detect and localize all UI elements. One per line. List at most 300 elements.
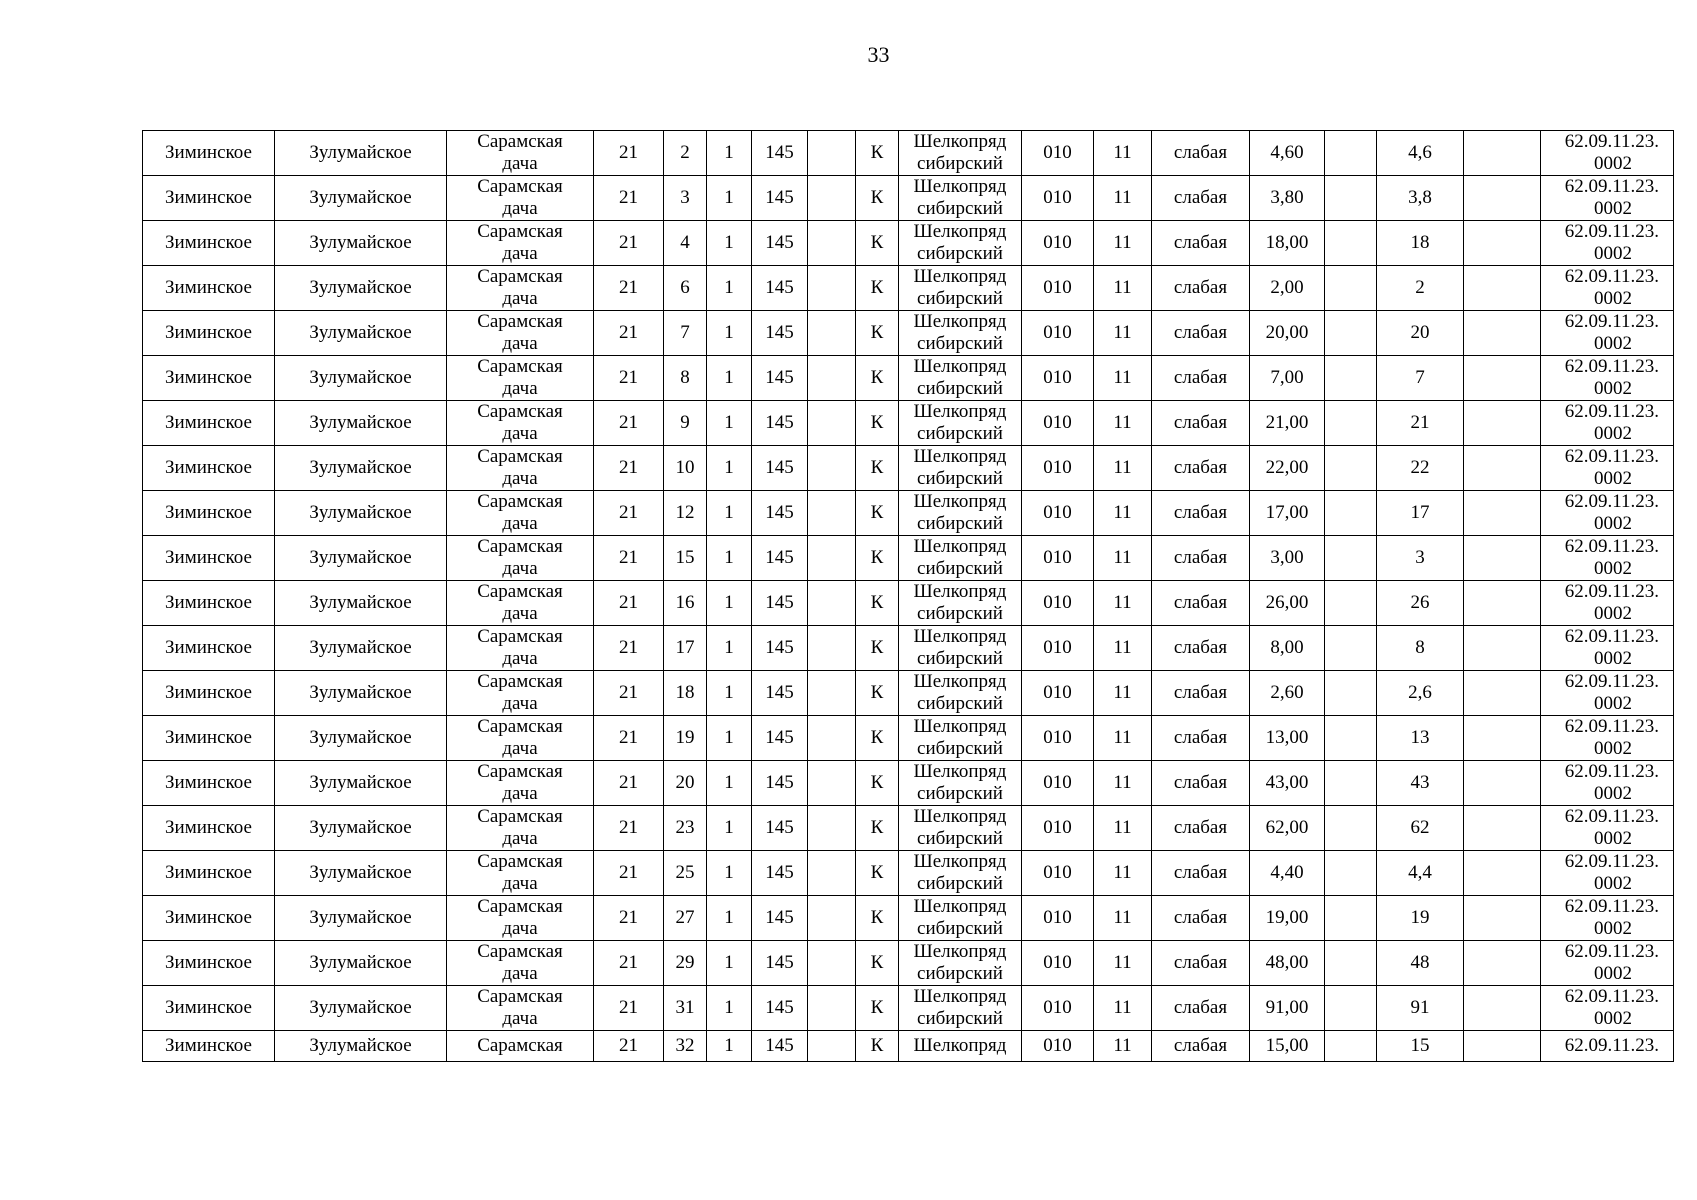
col15-cell bbox=[1325, 401, 1377, 446]
col17-cell bbox=[1464, 581, 1541, 626]
area-cell: 91,00 bbox=[1250, 986, 1325, 1031]
pest-cell bbox=[899, 986, 1022, 1031]
pest-line-1: Шелкопряд bbox=[913, 806, 1007, 827]
code-cell bbox=[1541, 266, 1674, 311]
table-row bbox=[143, 761, 1674, 806]
code-line-2: 0002 bbox=[1594, 333, 1632, 354]
col11-cell: 010 bbox=[1022, 536, 1094, 581]
table-row bbox=[143, 941, 1674, 986]
pest-line-1: Шелкопряд bbox=[913, 986, 1007, 1007]
dacha-line-2: дача bbox=[502, 468, 538, 489]
lesnichestvo-cell: Зиминское bbox=[143, 761, 275, 806]
col8-cell bbox=[808, 221, 856, 266]
poroda-cell: К bbox=[856, 761, 899, 806]
uchastkovoe-cell: Зулумайское bbox=[275, 176, 447, 221]
col7-cell: 145 bbox=[752, 356, 808, 401]
pest-line-2: сибирский bbox=[917, 333, 1003, 354]
pest-cell bbox=[899, 941, 1022, 986]
pest-line-1: Шелкопряд bbox=[913, 581, 1007, 602]
col11-cell: 010 bbox=[1022, 761, 1094, 806]
pest-cell bbox=[899, 626, 1022, 671]
col4-cell: 21 bbox=[594, 806, 664, 851]
dacha-line-1: Сарамская bbox=[477, 896, 563, 917]
col17-cell bbox=[1464, 716, 1541, 761]
col11-cell: 010 bbox=[1022, 401, 1094, 446]
dacha-line-2: дача bbox=[502, 1008, 538, 1029]
pest-line-2: сибирский bbox=[917, 963, 1003, 984]
col4-cell: 21 bbox=[594, 716, 664, 761]
col15-cell bbox=[1325, 671, 1377, 716]
col15-cell bbox=[1325, 851, 1377, 896]
col11-cell: 010 bbox=[1022, 896, 1094, 941]
area-rounded-cell: 15 bbox=[1377, 1031, 1464, 1062]
table-row bbox=[143, 221, 1674, 266]
uchastkovoe-cell: Зулумайское bbox=[275, 401, 447, 446]
col17-cell bbox=[1464, 536, 1541, 581]
col7-cell: 145 bbox=[752, 896, 808, 941]
dacha-line-1: Сарамская bbox=[477, 671, 563, 692]
kvartal-cell: 12 bbox=[664, 491, 707, 536]
col17-cell bbox=[1464, 1031, 1541, 1062]
lesnichestvo-cell: Зиминское bbox=[143, 131, 275, 176]
kvartal-cell: 4 bbox=[664, 221, 707, 266]
uchastkovoe-cell: Зулумайское bbox=[275, 221, 447, 266]
dacha-line-1: Сарамская bbox=[477, 131, 563, 152]
dacha-line-2: дача bbox=[502, 558, 538, 579]
col8-cell bbox=[808, 491, 856, 536]
col6-cell: 1 bbox=[707, 761, 752, 806]
poroda-cell: К bbox=[856, 491, 899, 536]
pest-cell bbox=[899, 536, 1022, 581]
dacha-cell bbox=[447, 176, 594, 221]
code-cell bbox=[1541, 401, 1674, 446]
col17-cell bbox=[1464, 131, 1541, 176]
table-row bbox=[143, 266, 1674, 311]
lesnichestvo-cell: Зиминское bbox=[143, 221, 275, 266]
poroda-cell: К bbox=[856, 851, 899, 896]
uchastkovoe-cell: Зулумайское bbox=[275, 761, 447, 806]
code-line-1: 62.09.11.23. bbox=[1564, 986, 1659, 1007]
lesnichestvo-cell: Зиминское bbox=[143, 1031, 275, 1062]
col15-cell bbox=[1325, 716, 1377, 761]
code-line-2: 0002 bbox=[1594, 288, 1632, 309]
dacha-line-2: дача bbox=[502, 513, 538, 534]
col11-cell: 010 bbox=[1022, 311, 1094, 356]
col7-cell: 145 bbox=[752, 941, 808, 986]
table-row bbox=[143, 131, 1674, 176]
area-cell: 4,60 bbox=[1250, 131, 1325, 176]
code-line-1: 62.09.11.23. bbox=[1564, 446, 1659, 467]
col6-cell: 1 bbox=[707, 356, 752, 401]
kvartal-cell: 27 bbox=[664, 896, 707, 941]
poroda-cell: К bbox=[856, 716, 899, 761]
pest-line-1: Шелкопряд bbox=[913, 266, 1007, 287]
pest-cell bbox=[899, 581, 1022, 626]
pest-cell bbox=[899, 176, 1022, 221]
code-line-2: 0002 bbox=[1594, 783, 1632, 804]
col12-cell: 11 bbox=[1094, 356, 1152, 401]
col7-cell: 145 bbox=[752, 311, 808, 356]
pest-line-1: Шелкопряд bbox=[913, 536, 1007, 557]
area-cell: 17,00 bbox=[1250, 491, 1325, 536]
code-line-2: 0002 bbox=[1594, 738, 1632, 759]
dacha-cell bbox=[447, 851, 594, 896]
kvartal-cell: 2 bbox=[664, 131, 707, 176]
kvartal-cell: 18 bbox=[664, 671, 707, 716]
col6-cell: 1 bbox=[707, 221, 752, 266]
area-rounded-cell: 43 bbox=[1377, 761, 1464, 806]
col6-cell: 1 bbox=[707, 1031, 752, 1062]
uchastkovoe-cell: Зулумайское bbox=[275, 671, 447, 716]
pest-line-2: сибирский bbox=[917, 288, 1003, 309]
kvartal-cell: 9 bbox=[664, 401, 707, 446]
code-line-1: 62.09.11.23. bbox=[1564, 221, 1659, 242]
dacha-line-1: Сарамская bbox=[477, 221, 563, 242]
area-cell: 13,00 bbox=[1250, 716, 1325, 761]
uchastkovoe-cell: Зулумайское bbox=[275, 896, 447, 941]
code-line-1: 62.09.11.23. bbox=[1564, 716, 1659, 737]
kvartal-cell: 32 bbox=[664, 1031, 707, 1062]
dacha-cell bbox=[447, 536, 594, 581]
area-rounded-cell: 19 bbox=[1377, 896, 1464, 941]
col4-cell: 21 bbox=[594, 626, 664, 671]
col6-cell: 1 bbox=[707, 266, 752, 311]
col11-cell: 010 bbox=[1022, 581, 1094, 626]
code-cell bbox=[1541, 176, 1674, 221]
col6-cell: 1 bbox=[707, 941, 752, 986]
pest-line-2: сибирский bbox=[917, 558, 1003, 579]
col11-cell: 010 bbox=[1022, 941, 1094, 986]
dacha-line-2: дача bbox=[502, 333, 538, 354]
pest-line-1: Шелкопряд bbox=[913, 491, 1007, 512]
pest-line-1: Шелкопряд bbox=[913, 401, 1007, 422]
lesnichestvo-cell: Зиминское bbox=[143, 311, 275, 356]
code-cell bbox=[1541, 221, 1674, 266]
col8-cell bbox=[808, 581, 856, 626]
code-line-1: 62.09.11.23. bbox=[1564, 266, 1659, 287]
area-rounded-cell: 13 bbox=[1377, 716, 1464, 761]
area-rounded-cell: 26 bbox=[1377, 581, 1464, 626]
code-line-2: 0002 bbox=[1594, 378, 1632, 399]
pest-cell bbox=[899, 446, 1022, 491]
degree-cell: слабая bbox=[1152, 131, 1250, 176]
col11-cell: 010 bbox=[1022, 446, 1094, 491]
area-cell: 4,40 bbox=[1250, 851, 1325, 896]
pest-line-2: сибирский bbox=[917, 513, 1003, 534]
code-cell bbox=[1541, 851, 1674, 896]
col12-cell: 11 bbox=[1094, 716, 1152, 761]
lesnichestvo-cell: Зиминское bbox=[143, 806, 275, 851]
col6-cell: 1 bbox=[707, 131, 752, 176]
col15-cell bbox=[1325, 806, 1377, 851]
col7-cell: 145 bbox=[752, 671, 808, 716]
col11-cell: 010 bbox=[1022, 1031, 1094, 1062]
col12-cell: 11 bbox=[1094, 806, 1152, 851]
area-cell: 20,00 bbox=[1250, 311, 1325, 356]
col8-cell bbox=[808, 806, 856, 851]
area-cell: 22,00 bbox=[1250, 446, 1325, 491]
dacha-line-2: дача bbox=[502, 738, 538, 759]
code-cell bbox=[1541, 941, 1674, 986]
col17-cell bbox=[1464, 356, 1541, 401]
code-cell bbox=[1541, 671, 1674, 716]
kvartal-cell: 6 bbox=[664, 266, 707, 311]
col17-cell bbox=[1464, 986, 1541, 1031]
degree-cell: слабая bbox=[1152, 896, 1250, 941]
pest-cell bbox=[899, 716, 1022, 761]
pest-line-2: сибирский bbox=[917, 693, 1003, 714]
col6-cell: 1 bbox=[707, 806, 752, 851]
col4-cell: 21 bbox=[594, 761, 664, 806]
table-row bbox=[143, 581, 1674, 626]
area-rounded-cell: 2 bbox=[1377, 266, 1464, 311]
pest-line-2: сибирский bbox=[917, 828, 1003, 849]
col15-cell bbox=[1325, 221, 1377, 266]
pest-line-2: сибирский bbox=[917, 918, 1003, 939]
pest-line-2: сибирский bbox=[917, 468, 1003, 489]
pest-cell bbox=[899, 851, 1022, 896]
col7-cell: 145 bbox=[752, 761, 808, 806]
pest-line-1: Шелкопряд bbox=[913, 356, 1007, 377]
col11-cell: 010 bbox=[1022, 851, 1094, 896]
lesnichestvo-cell: Зиминское bbox=[143, 176, 275, 221]
dacha-line-2: дача bbox=[502, 603, 538, 624]
pest-line-2: сибирский bbox=[917, 648, 1003, 669]
col15-cell bbox=[1325, 986, 1377, 1031]
uchastkovoe-cell: Зулумайское bbox=[275, 581, 447, 626]
table-row bbox=[143, 986, 1674, 1031]
pest-line-2: сибирский bbox=[917, 1008, 1003, 1029]
col17-cell bbox=[1464, 806, 1541, 851]
col6-cell: 1 bbox=[707, 671, 752, 716]
table-row bbox=[143, 896, 1674, 941]
dacha-cell bbox=[447, 491, 594, 536]
area-cell: 43,00 bbox=[1250, 761, 1325, 806]
poroda-cell: К bbox=[856, 986, 899, 1031]
code-line-1: 62.09.11.23. bbox=[1564, 761, 1659, 782]
col4-cell: 21 bbox=[594, 671, 664, 716]
col17-cell bbox=[1464, 446, 1541, 491]
col8-cell bbox=[808, 986, 856, 1031]
dacha-line-1: Сарамская bbox=[477, 1035, 563, 1056]
dacha-cell bbox=[447, 761, 594, 806]
degree-cell: слабая bbox=[1152, 536, 1250, 581]
uchastkovoe-cell: Зулумайское bbox=[275, 311, 447, 356]
code-cell bbox=[1541, 581, 1674, 626]
dacha-cell bbox=[447, 266, 594, 311]
area-cell: 2,60 bbox=[1250, 671, 1325, 716]
pest-line-2: сибирский bbox=[917, 738, 1003, 759]
dacha-cell bbox=[447, 221, 594, 266]
col7-cell: 145 bbox=[752, 266, 808, 311]
dacha-cell bbox=[447, 626, 594, 671]
code-line-2: 0002 bbox=[1594, 468, 1632, 489]
col7-cell: 145 bbox=[752, 1031, 808, 1062]
col11-cell: 010 bbox=[1022, 266, 1094, 311]
uchastkovoe-cell: Зулумайское bbox=[275, 806, 447, 851]
col8-cell bbox=[808, 671, 856, 716]
col15-cell bbox=[1325, 941, 1377, 986]
pest-cell bbox=[899, 896, 1022, 941]
code-line-2: 0002 bbox=[1594, 648, 1632, 669]
uchastkovoe-cell: Зулумайское bbox=[275, 716, 447, 761]
col6-cell: 1 bbox=[707, 896, 752, 941]
degree-cell: слабая bbox=[1152, 851, 1250, 896]
col11-cell: 010 bbox=[1022, 491, 1094, 536]
uchastkovoe-cell: Зулумайское bbox=[275, 626, 447, 671]
pest-line-1: Шелкопряд bbox=[913, 221, 1007, 242]
code-line-1: 62.09.11.23. bbox=[1564, 626, 1659, 647]
col15-cell bbox=[1325, 761, 1377, 806]
col11-cell: 010 bbox=[1022, 716, 1094, 761]
col6-cell: 1 bbox=[707, 581, 752, 626]
pest-line-1: Шелкопряд bbox=[913, 131, 1007, 152]
col17-cell bbox=[1464, 761, 1541, 806]
col8-cell bbox=[808, 266, 856, 311]
col17-cell bbox=[1464, 221, 1541, 266]
col8-cell bbox=[808, 176, 856, 221]
uchastkovoe-cell: Зулумайское bbox=[275, 986, 447, 1031]
col12-cell: 11 bbox=[1094, 221, 1152, 266]
code-cell bbox=[1541, 626, 1674, 671]
dacha-line-1: Сарамская bbox=[477, 446, 563, 467]
dacha-cell bbox=[447, 806, 594, 851]
page-number: 33 bbox=[867, 42, 890, 67]
pest-cell bbox=[899, 1031, 1022, 1062]
dacha-line-1: Сарамская bbox=[477, 311, 563, 332]
uchastkovoe-cell: Зулумайское bbox=[275, 536, 447, 581]
dacha-line-2: дача bbox=[502, 918, 538, 939]
degree-cell: слабая bbox=[1152, 221, 1250, 266]
degree-cell: слабая bbox=[1152, 761, 1250, 806]
area-rounded-cell: 48 bbox=[1377, 941, 1464, 986]
col4-cell: 21 bbox=[594, 1031, 664, 1062]
kvartal-cell: 25 bbox=[664, 851, 707, 896]
col12-cell: 11 bbox=[1094, 671, 1152, 716]
code-cell bbox=[1541, 536, 1674, 581]
area-cell: 48,00 bbox=[1250, 941, 1325, 986]
uchastkovoe-cell: Зулумайское bbox=[275, 851, 447, 896]
pest-cell bbox=[899, 491, 1022, 536]
dacha-line-2: дача bbox=[502, 828, 538, 849]
degree-cell: слабая bbox=[1152, 1031, 1250, 1062]
degree-cell: слабая bbox=[1152, 491, 1250, 536]
area-rounded-cell: 4,4 bbox=[1377, 851, 1464, 896]
area-cell: 3,80 bbox=[1250, 176, 1325, 221]
lesnichestvo-cell: Зиминское bbox=[143, 626, 275, 671]
col17-cell bbox=[1464, 851, 1541, 896]
col8-cell bbox=[808, 941, 856, 986]
lesnichestvo-cell: Зиминское bbox=[143, 941, 275, 986]
dacha-line-1: Сарамская bbox=[477, 356, 563, 377]
col15-cell bbox=[1325, 626, 1377, 671]
col7-cell: 145 bbox=[752, 581, 808, 626]
col8-cell bbox=[808, 446, 856, 491]
area-rounded-cell: 8 bbox=[1377, 626, 1464, 671]
area-rounded-cell: 4,6 bbox=[1377, 131, 1464, 176]
col17-cell bbox=[1464, 896, 1541, 941]
col4-cell: 21 bbox=[594, 986, 664, 1031]
col7-cell: 145 bbox=[752, 221, 808, 266]
poroda-cell: К bbox=[856, 176, 899, 221]
dacha-line-2: дача bbox=[502, 243, 538, 264]
dacha-line-1: Сарамская bbox=[477, 986, 563, 1007]
dacha-line-2: дача bbox=[502, 423, 538, 444]
pest-line-1: Шелкопряд bbox=[913, 941, 1007, 962]
poroda-cell: К bbox=[856, 1031, 899, 1062]
table-row bbox=[143, 671, 1674, 716]
col8-cell bbox=[808, 311, 856, 356]
code-line-1: 62.09.11.23. bbox=[1564, 851, 1659, 872]
col15-cell bbox=[1325, 266, 1377, 311]
code-line-2: 0002 bbox=[1594, 963, 1632, 984]
code-line-1: 62.09.11.23. bbox=[1564, 536, 1659, 557]
code-line-2: 0002 bbox=[1594, 828, 1632, 849]
dacha-line-2: дача bbox=[502, 198, 538, 219]
table-row bbox=[143, 356, 1674, 401]
lesnichestvo-cell: Зиминское bbox=[143, 851, 275, 896]
table-row bbox=[143, 446, 1674, 491]
col12-cell: 11 bbox=[1094, 761, 1152, 806]
kvartal-cell: 20 bbox=[664, 761, 707, 806]
col17-cell bbox=[1464, 266, 1541, 311]
pest-cell bbox=[899, 356, 1022, 401]
pest-cell bbox=[899, 311, 1022, 356]
col11-cell: 010 bbox=[1022, 221, 1094, 266]
code-cell bbox=[1541, 356, 1674, 401]
uchastkovoe-cell: Зулумайское bbox=[275, 1031, 447, 1062]
kvartal-cell: 15 bbox=[664, 536, 707, 581]
col7-cell: 145 bbox=[752, 131, 808, 176]
lesnichestvo-cell: Зиминское bbox=[143, 401, 275, 446]
dacha-cell bbox=[447, 1031, 594, 1062]
col17-cell bbox=[1464, 491, 1541, 536]
code-line-2: 0002 bbox=[1594, 558, 1632, 579]
dacha-cell bbox=[447, 986, 594, 1031]
code-cell bbox=[1541, 311, 1674, 356]
col6-cell: 1 bbox=[707, 401, 752, 446]
area-rounded-cell: 3,8 bbox=[1377, 176, 1464, 221]
uchastkovoe-cell: Зулумайское bbox=[275, 266, 447, 311]
degree-cell: слабая bbox=[1152, 176, 1250, 221]
code-line-2: 0002 bbox=[1594, 153, 1632, 174]
code-line-2: 0002 bbox=[1594, 918, 1632, 939]
col8-cell bbox=[808, 356, 856, 401]
col4-cell: 21 bbox=[594, 311, 664, 356]
col17-cell bbox=[1464, 311, 1541, 356]
code-line-1: 62.09.11.23. bbox=[1564, 671, 1659, 692]
col12-cell: 11 bbox=[1094, 266, 1152, 311]
col4-cell: 21 bbox=[594, 941, 664, 986]
dacha-line-2: дача bbox=[502, 873, 538, 894]
poroda-cell: К bbox=[856, 626, 899, 671]
col17-cell bbox=[1464, 671, 1541, 716]
area-cell: 18,00 bbox=[1250, 221, 1325, 266]
code-line-2: 0002 bbox=[1594, 513, 1632, 534]
col4-cell: 21 bbox=[594, 356, 664, 401]
poroda-cell: К bbox=[856, 266, 899, 311]
col8-cell bbox=[808, 1031, 856, 1062]
pest-cell bbox=[899, 401, 1022, 446]
col7-cell: 145 bbox=[752, 851, 808, 896]
col8-cell bbox=[808, 536, 856, 581]
col7-cell: 145 bbox=[752, 536, 808, 581]
poroda-cell: К bbox=[856, 221, 899, 266]
code-cell bbox=[1541, 1031, 1674, 1062]
col8-cell bbox=[808, 716, 856, 761]
col12-cell: 11 bbox=[1094, 311, 1152, 356]
col11-cell: 010 bbox=[1022, 671, 1094, 716]
